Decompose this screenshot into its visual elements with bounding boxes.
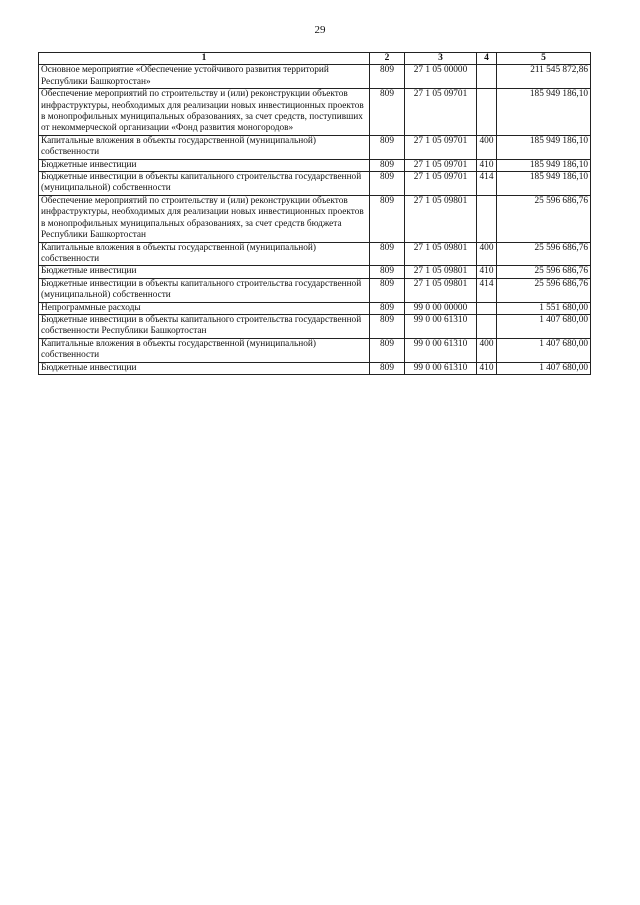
row-gr-cell: 809 bbox=[370, 362, 405, 374]
row-csr-cell: 27 1 05 00000 bbox=[405, 65, 477, 89]
page-number: 29 bbox=[314, 24, 326, 36]
table-row bbox=[39, 195, 591, 242]
row-vr-cell: 414 bbox=[477, 278, 497, 302]
row-sum-cell: 25 596 686,76 bbox=[497, 195, 591, 242]
row-csr-cell: 27 1 05 09701 bbox=[405, 135, 477, 159]
table-row bbox=[39, 89, 591, 136]
row-name-cell: Основное мероприятие «Обеспечение устойчивого развития территорий Республики Башкортостан» bbox=[39, 65, 370, 89]
row-csr-cell: 27 1 05 09701 bbox=[405, 89, 477, 136]
row-csr-cell: 27 1 05 09801 bbox=[405, 242, 477, 266]
row-vr-cell: 410 bbox=[477, 159, 497, 171]
column-header-vr: 4 bbox=[477, 53, 497, 65]
table-row bbox=[39, 135, 591, 159]
row-sum-cell: 25 596 686,76 bbox=[497, 242, 591, 266]
row-name-cell: Непрограммные расходы bbox=[39, 302, 370, 314]
table-row bbox=[39, 242, 591, 266]
row-name-cell: Бюджетные инвестиции bbox=[39, 266, 370, 278]
table-row bbox=[39, 172, 591, 196]
row-vr-cell: 400 bbox=[477, 135, 497, 159]
row-name-cell: Капитальные вложения в объекты государственной (муниципальной) собственности bbox=[39, 338, 370, 362]
column-header-name: 1 bbox=[39, 53, 370, 65]
column-header-csr: 3 bbox=[405, 53, 477, 65]
row-csr-cell: 27 1 05 09701 bbox=[405, 172, 477, 196]
row-name-cell: Обеспечение мероприятий по строительству и (или) реконструкции объектов инфраструктуры, необходимых для реализации новых инвестиционных проектов в монопрофильных муниципальных образованиях, за счет средств бюджета Республики Башкортостан bbox=[39, 195, 370, 242]
row-sum-cell: 211 545 872,86 bbox=[497, 65, 591, 89]
row-csr-cell: 99 0 00 00000 bbox=[405, 302, 477, 314]
budget-table bbox=[38, 52, 591, 375]
row-gr-cell: 809 bbox=[370, 89, 405, 136]
row-name-cell: Бюджетные инвестиции в объекты капитального строительства государственной (муниципальной) собственности bbox=[39, 172, 370, 196]
row-gr-cell: 809 bbox=[370, 195, 405, 242]
column-header-sum: 5 bbox=[497, 53, 591, 65]
row-csr-cell: 27 1 05 09801 bbox=[405, 195, 477, 242]
row-sum-cell: 1 407 680,00 bbox=[497, 314, 591, 338]
row-gr-cell: 809 bbox=[370, 65, 405, 89]
row-vr-cell bbox=[477, 302, 497, 314]
row-name-cell: Бюджетные инвестиции в объекты капитального строительства государственной (муниципальной) собственности bbox=[39, 278, 370, 302]
row-sum-cell: 185 949 186,10 bbox=[497, 135, 591, 159]
row-vr-cell bbox=[477, 195, 497, 242]
row-gr-cell: 809 bbox=[370, 302, 405, 314]
row-sum-cell: 1 407 680,00 bbox=[497, 338, 591, 362]
table-row bbox=[39, 314, 591, 338]
table-row bbox=[39, 362, 591, 374]
row-sum-cell: 1 407 680,00 bbox=[497, 362, 591, 374]
row-sum-cell: 1 551 680,00 bbox=[497, 302, 591, 314]
row-name-cell: Капитальные вложения в объекты государственной (муниципальной) собственности bbox=[39, 135, 370, 159]
row-csr-cell: 99 0 00 61310 bbox=[405, 314, 477, 338]
row-name-cell: Капитальные вложения в объекты государственной (муниципальной) собственности bbox=[39, 242, 370, 266]
row-name-cell: Бюджетные инвестиции bbox=[39, 159, 370, 171]
table-row bbox=[39, 65, 591, 89]
row-vr-cell: 410 bbox=[477, 266, 497, 278]
row-gr-cell: 809 bbox=[370, 338, 405, 362]
row-csr-cell: 99 0 00 61310 bbox=[405, 362, 477, 374]
row-csr-cell: 27 1 05 09701 bbox=[405, 159, 477, 171]
row-vr-cell: 400 bbox=[477, 242, 497, 266]
row-vr-cell bbox=[477, 89, 497, 136]
row-gr-cell: 809 bbox=[370, 314, 405, 338]
row-sum-cell: 25 596 686,76 bbox=[497, 266, 591, 278]
table-row bbox=[39, 266, 591, 278]
row-gr-cell: 809 bbox=[370, 172, 405, 196]
table-row bbox=[39, 302, 591, 314]
row-gr-cell: 809 bbox=[370, 266, 405, 278]
row-name-cell: Бюджетные инвестиции в объекты капитального строительства государственной собственности Республики Башкортостан bbox=[39, 314, 370, 338]
row-csr-cell: 27 1 05 09801 bbox=[405, 266, 477, 278]
row-gr-cell: 809 bbox=[370, 135, 405, 159]
column-header-gr: 2 bbox=[370, 53, 405, 65]
row-gr-cell: 809 bbox=[370, 278, 405, 302]
table-row bbox=[39, 278, 591, 302]
row-name-cell: Бюджетные инвестиции bbox=[39, 362, 370, 374]
row-csr-cell: 27 1 05 09801 bbox=[405, 278, 477, 302]
table-row bbox=[39, 159, 591, 171]
row-vr-cell bbox=[477, 314, 497, 338]
table-header-row bbox=[39, 53, 591, 65]
row-name-cell: Обеспечение мероприятий по строительству и (или) реконструкции объектов инфраструктуры, необходимых для реализации новых инвестиционных проектов в монопрофильных муниципальных образованиях, за счет средств, поступивших от некоммерческой организации «Фонд развития моногородов» bbox=[39, 89, 370, 136]
row-vr-cell: 410 bbox=[477, 362, 497, 374]
table-row bbox=[39, 338, 591, 362]
row-sum-cell: 185 949 186,10 bbox=[497, 172, 591, 196]
row-sum-cell: 185 949 186,10 bbox=[497, 89, 591, 136]
row-gr-cell: 809 bbox=[370, 242, 405, 266]
row-sum-cell: 185 949 186,10 bbox=[497, 159, 591, 171]
row-vr-cell: 414 bbox=[477, 172, 497, 196]
table-body bbox=[39, 65, 591, 375]
row-vr-cell bbox=[477, 65, 497, 89]
row-gr-cell: 809 bbox=[370, 159, 405, 171]
row-csr-cell: 99 0 00 61310 bbox=[405, 338, 477, 362]
row-vr-cell: 400 bbox=[477, 338, 497, 362]
row-sum-cell: 25 596 686,76 bbox=[497, 278, 591, 302]
